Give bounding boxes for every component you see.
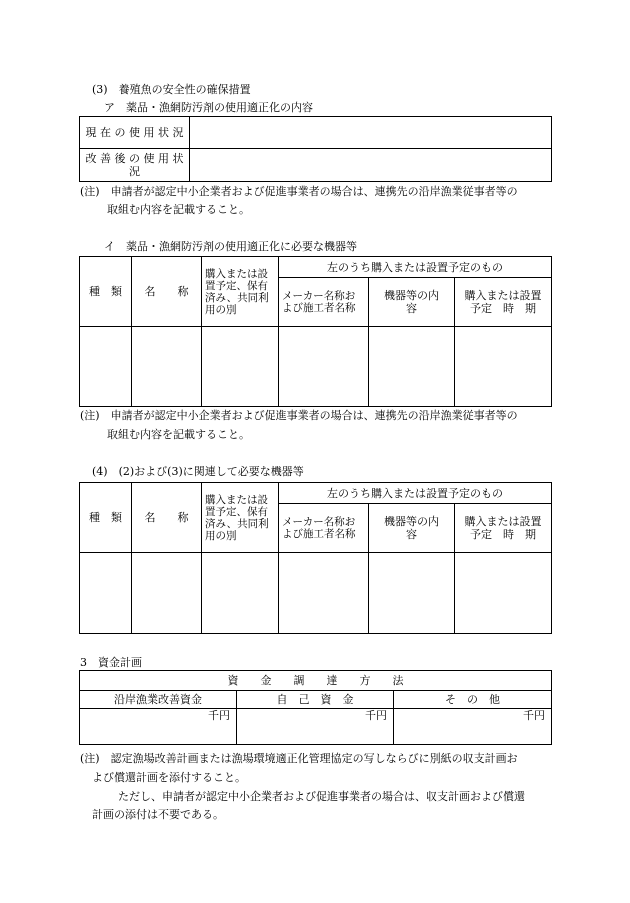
table-cell[interactable] — [80, 553, 132, 634]
col-maker: メーカー名称および施工者名称 — [279, 504, 369, 553]
table-cell[interactable] — [132, 327, 202, 407]
col-kind: 種 類 — [80, 483, 132, 553]
col-content: 機器等の内容 — [369, 504, 455, 553]
current-usage-cell[interactable] — [190, 117, 552, 149]
amount-cell[interactable] — [237, 709, 394, 745]
equipment-table — [79, 256, 552, 407]
equipment-table-2 — [79, 482, 552, 634]
usage-table — [79, 116, 552, 182]
note-line: 取組む内容を記載すること。 — [107, 428, 250, 441]
note-line: 取組む内容を記載すること。 — [107, 203, 250, 216]
table-cell[interactable] — [369, 553, 455, 634]
unit-label: 千円 — [208, 709, 230, 722]
col-group: 左のうち購入または設置予定のもの — [279, 257, 552, 278]
note-line: 計画の添付は不要である。 — [92, 808, 224, 821]
funding-table — [79, 670, 552, 745]
col-content: 機器等の内容 — [369, 278, 455, 327]
improved-usage-cell[interactable] — [190, 149, 552, 182]
table-cell[interactable] — [279, 553, 369, 634]
table-cell[interactable] — [279, 327, 369, 407]
table-cell[interactable] — [80, 327, 132, 407]
col-schedule: 購入または設置予定 時 期 — [455, 504, 552, 553]
col-maker: メーカー名称および施工者名称 — [279, 278, 369, 327]
note-line: (注) 認定漁場改善計画または漁場環境適正化管理協定の写しならびに別紙の収支計画お — [80, 752, 518, 765]
improved-usage-label: 改 善 後 の 使 用 状 況 — [80, 149, 190, 182]
amount-cell[interactable] — [80, 709, 237, 745]
col-name: 名 称 — [132, 483, 202, 553]
table-cell[interactable] — [369, 327, 455, 407]
section-heading: (3) 養殖魚の安全性の確保措置 — [92, 83, 251, 96]
table-cell[interactable] — [132, 553, 202, 634]
funding-title: 資 金 調 達 方 法 — [80, 671, 552, 691]
table-cell[interactable] — [455, 327, 552, 407]
current-usage-label: 現 在 の 使 用 状 況 — [80, 117, 190, 149]
section-heading: (4) (2)および(3)に関連して必要な機器等 — [92, 465, 304, 478]
col-status: 購入または設置予定、保有済み、共同利用の別 — [202, 257, 279, 327]
col-name: 名 称 — [132, 257, 202, 327]
table-cell[interactable] — [455, 553, 552, 634]
col-own-fund: 自 己 資 金 — [237, 691, 394, 709]
col-coastal-fund: 沿岸漁業改善資金 — [80, 691, 237, 709]
col-group: 左のうち購入または設置予定のもの — [279, 483, 552, 504]
col-schedule: 購入または設置予定 時 期 — [455, 278, 552, 327]
unit-label: 千円 — [523, 709, 545, 722]
col-kind: 種 類 — [80, 257, 132, 327]
table-cell[interactable] — [202, 553, 279, 634]
col-other: そ の 他 — [394, 691, 552, 709]
note-line: ただし、申請者が認定中小企業者および促進事業者の場合は、収支計画および償還 — [118, 790, 525, 803]
unit-label: 千円 — [365, 709, 387, 722]
note-line: (注) 申請者が認定中小企業者および促進事業者の場合は、連携先の沿岸漁業従事者等の — [80, 185, 518, 198]
subsection-heading: イ 薬品・漁網防汚剤の使用適正化に必要な機器等 — [104, 240, 357, 253]
table-cell[interactable] — [202, 327, 279, 407]
subsection-heading: ア 薬品・漁網防汚剤の使用適正化の内容 — [104, 101, 313, 114]
section-heading: 3 資金計画 — [80, 656, 142, 669]
amount-cell[interactable] — [394, 709, 552, 745]
col-status: 購入または設置予定、保有済み、共同利用の別 — [202, 483, 279, 553]
note-line: (注) 申請者が認定中小企業者および促進事業者の場合は、連携先の沿岸漁業従事者等の — [80, 409, 518, 422]
note-line: よび償還計画を添付すること。 — [92, 771, 246, 784]
